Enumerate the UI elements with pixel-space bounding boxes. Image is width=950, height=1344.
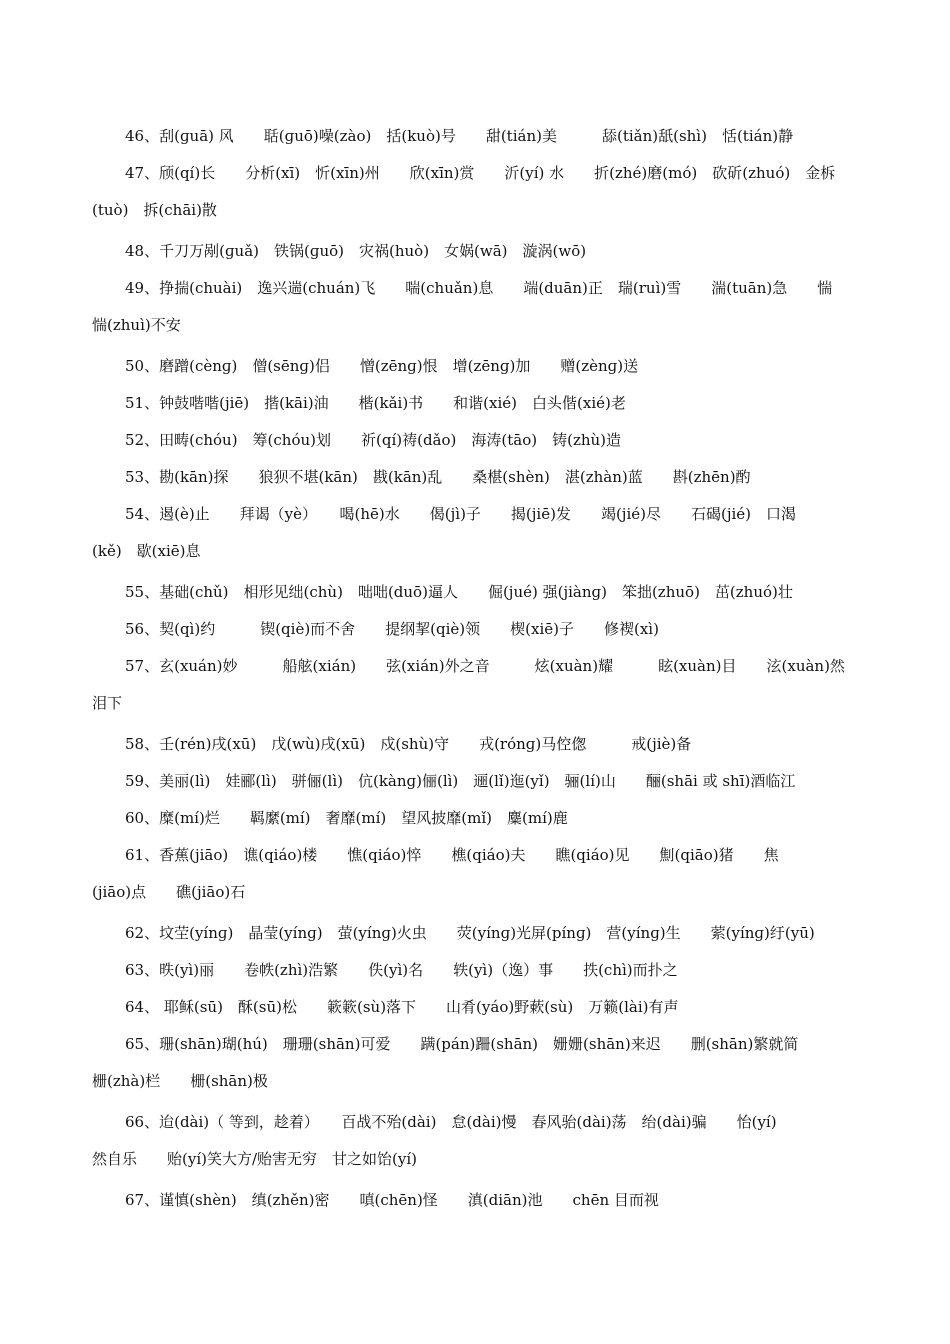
entry-49	[92, 270, 862, 344]
entry-line: 62、坟茔(yínɡ) 晶莹(yínɡ) 萤(yínɡ)火虫 荧(yínɡ)光屏(pínɡ) 营(yínɡ)生 萦(yínɡ)纡(yū)	[125, 924, 815, 942]
entry-56	[92, 611, 862, 648]
entry-65	[92, 1026, 862, 1100]
entry-54	[92, 496, 862, 570]
entry-line: 47、颀(qí)长 分析(xī) 忻(xīn)州 欣(xīn)赏 沂(yí) 水 折(zhé)磨(mó) 砍斫(zhuó) 金柝	[125, 164, 836, 182]
entry-line: 52、田畴(chóu) 筹(chóu)划 祈(qí)祷(dǎo) 海涛(tāo) 铸(zhù)造	[125, 431, 622, 449]
entry-line: 61、香蕉(jiāo) 谯(qiáo)楼 憔(qiáo)悴 樵(qiáo)夫 瞧(qiáo)见 劁(qiāo)猪 焦	[125, 846, 779, 864]
entry-line-continued: (tuò) 拆(chāi)散	[92, 201, 217, 219]
entry-line-continued: (jiāo)点 礁(jiāo)石	[92, 883, 246, 901]
entry-line: 50、磨蹭(cènɡ) 僧(sēnɡ)侣 憎(zēnɡ)恨 增(zēnɡ)加 赠(zènɡ)送	[125, 357, 639, 375]
entry-line-continued: 然自乐 贻(yí)笑大方/贻害无穷 甘之如饴(yí)	[92, 1150, 418, 1168]
entry-line-continued: 栅(zhà)栏 栅(shān)极	[92, 1072, 268, 1090]
entry-line: 55、基础(chǔ) 相形见绌(chù) 咄咄(duō)逼人 倔(jué) 强(jiànɡ) 笨拙(zhuō) 茁(zhuó)壮	[125, 583, 793, 601]
entry-line: 53、勘(kān)探 狼狈不堪(kān) 戡(kān)乱 桑椹(shèn) 湛(zhàn)蓝 斟(zhēn)酌	[125, 468, 751, 486]
entry-52	[92, 422, 862, 459]
entry-line: 56、契(qì)约 锲(qiè)而不舍 提纲挈(qiè)领 楔(xiē)子 修褉(xì)	[125, 620, 659, 638]
entry-48	[92, 233, 862, 270]
entry-line: 59、美丽(lì) 娃郦(lì) 骈俪(lì) 伉(kànɡ)俪(lì) 逦(lǐ)迤(yǐ) 骊(lí)山 酾(shāi 或 shī)酒临江	[125, 772, 796, 790]
entry-line: 49、挣揣(chuài) 逸兴遄(chuán)飞 喘(chuǎn)息 端(duān)正 瑞(ruì)雪 湍(tuān)急 惴	[125, 279, 833, 297]
entry-line: 46、刮(ɡuā) 风 聒(ɡuō)噪(zào) 括(kuò)号 甜(tián)美 舔(tiǎn)舐(shì) 恬(tián)静	[125, 127, 794, 145]
entry-47	[92, 155, 862, 229]
entry-line: 57、玄(xuán)妙 船舷(xián) 弦(xián)外之音 炫(xuàn)耀 眩(xuàn)目 泫(xuàn)然	[125, 657, 845, 675]
entry-66	[92, 1104, 862, 1178]
entry-line-continued: 泪下	[92, 694, 123, 712]
entry-50	[92, 348, 862, 385]
entry-55	[92, 574, 862, 611]
entry-60	[92, 800, 862, 837]
entry-67	[92, 1182, 862, 1219]
entry-line: 66、迨(dài)（ 等到，趁着） 百战不殆(dài) 怠(dài)慢 春风骀(dài)荡 绐(dài)骗 怡(yí)	[125, 1113, 777, 1131]
entry-51	[92, 385, 862, 422]
entry-63	[92, 952, 862, 989]
entry-61	[92, 837, 862, 911]
entry-line: 51、钟鼓喈喈(jiē) 揩(kāi)油 楷(kǎi)书 和谐(xié) 白头偕(xié)老	[125, 394, 626, 412]
entry-64	[92, 989, 862, 1026]
entry-46	[92, 118, 862, 155]
entry-59	[92, 763, 862, 800]
entry-line-continued: 惴(zhuì)不安	[92, 316, 181, 334]
entry-line: 67、谨慎(shèn) 缜(zhěn)密 嗔(chēn)怪 滇(diān)池 chēn 目而视	[125, 1191, 659, 1209]
entry-line: 58、壬(rén)戌(xū) 戊(wù)戌(xū) 戍(shù)守 戎(rónɡ)马倥偬 戒(jiè)备	[125, 735, 692, 753]
entry-line-continued: (kě) 歇(xiē)息	[92, 542, 201, 560]
entry-line: 65、珊(shān)瑚(hú) 珊珊(shān)可爱 蹒(pán)跚(shān) 姗姗(shān)来迟 删(shān)繁就简	[125, 1035, 799, 1053]
entry-53	[92, 459, 862, 496]
entry-57	[92, 648, 862, 722]
entry-line: 64、 耶稣(sū) 酥(sū)松 簌簌(sù)落下 山肴(yáo)野蔌(sù) 万籁(lài)有声	[125, 998, 679, 1016]
entry-58	[92, 726, 862, 763]
entry-line: 63、昳(yì)丽 卷帙(zhì)浩繁 佚(yì)名 轶(yì)（逸）事 抶(chì)而扑之	[125, 961, 678, 979]
entry-line: 60、糜(mí)烂 羁縻(mí) 奢靡(mí) 望风披靡(mǐ) 麋(mí)鹿	[125, 809, 568, 827]
entry-line: 48、千刀万剐(ɡuǎ) 铁锅(ɡuō) 灾祸(huò) 女娲(wā) 漩涡(wō)	[125, 242, 587, 260]
entry-line: 54、遏(è)止 拜谒（yè） 喝(hē)水 偈(jì)子 揭(jiē)发 竭(jié)尽 石碣(jié) 口渴	[125, 505, 797, 523]
entry-62	[92, 915, 862, 952]
